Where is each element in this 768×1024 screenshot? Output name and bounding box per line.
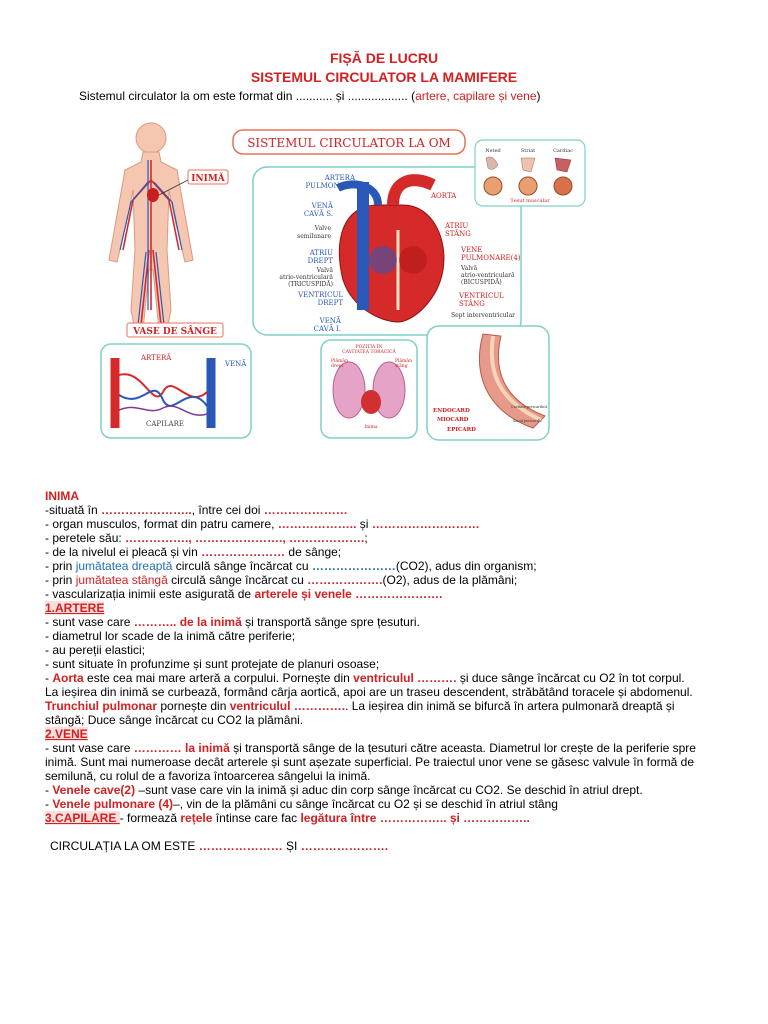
label-vena-cava-s-2: CAVĂ S. [303, 210, 333, 218]
svg-text:STÂNG [445, 229, 471, 238]
inima-line-2: - organ musculos, format din patru camere, ……………….. și ……………………… [45, 517, 480, 531]
circulatory-system-illustration [93, 110, 590, 446]
svg-text:(TRICUSPIDĂ) [288, 281, 333, 288]
svg-text:atrio-ventriculară [461, 272, 515, 279]
thorax-left-1: Plămân [331, 359, 348, 364]
label-atriu-drept-2: DREPT [307, 257, 333, 265]
label-bicuspid-3: (BICUSPIDĂ) [461, 279, 502, 286]
label-ventricul-stang-2: STÂNG [459, 300, 485, 308]
inima-line-3: - peretele său: ……………., …………………., ……………….; [45, 531, 368, 545]
label-valve-2: semilunare [297, 233, 331, 240]
figure-banner-text: SISTEMUL CIRCULATOR LA OM [247, 136, 451, 150]
inima-line-1: -situată în ………………….., între cei doi ………………… [45, 503, 348, 517]
svg-text:CAVĂ S. [304, 209, 333, 218]
thorax-right-1: Plămân [395, 359, 412, 364]
label-artera-pulmonara-1: ARTERA [324, 174, 355, 182]
artere-line-1: - sunt vase care ……….. de la inimă și transportă sânge spre țesuturi. [45, 615, 420, 629]
label-ventricul-stang-1: VENTRICUL [459, 292, 504, 300]
blank: ………… la inimă [133, 741, 230, 755]
svg-text:PULMONARĂ [305, 181, 355, 190]
thorax-title-2: CAVITATEA TORACICĂ [342, 350, 396, 355]
vene-line-4: - Venele cave(2) –sunt vase care vin la inimă și aduc din corp sânge încărcat cu CO2. Se deschid în atriul drept. [45, 783, 643, 797]
intro-close: ) [536, 89, 541, 103]
term-retele: rețele [180, 811, 213, 825]
section-heading-vene: 2.VENE [45, 727, 88, 741]
svg-text:EPICARD [447, 427, 476, 433]
svg-text:Inima [364, 424, 377, 430]
svg-text:STÂNG [459, 299, 485, 308]
label-vena-cava-i-1: VENĂ [319, 317, 341, 325]
blank: ……………………… [371, 517, 480, 531]
vene-line-3: semilună, cu rolul de a favoriza întoarcerea sângelui la inimă. [45, 769, 371, 783]
svg-text:Sacul pericardic [513, 419, 542, 423]
blank: ………………… [201, 545, 286, 559]
svg-text:DREPT [318, 299, 344, 307]
capilare-line-1: 3.CAPILARE - formează rețele întinse care fac legătura între …………….. și …………….. [45, 811, 530, 825]
svg-text:MIOCARD [437, 417, 469, 423]
inima-line-4: - de la nivelul ei pleacă și vin ………………… de sânge; [45, 545, 342, 559]
label-vene-pulmonare-2: PULMONARE(4) [461, 254, 521, 262]
svg-text:semilunare [297, 233, 331, 240]
svg-text:POZIȚIA ÎN [356, 343, 383, 350]
worksheet-title: FIȘĂ DE LUCRU [329, 50, 439, 66]
blank: ventriculul ………. [353, 671, 457, 685]
label-vena-cava-i-2: CAVĂ I. [313, 325, 341, 333]
vessels-label: VASE DE SÂNGE [133, 327, 217, 337]
label-ventricul-drept-2: DREPT [317, 299, 343, 307]
blank: ventriculul …………. [229, 699, 346, 713]
svg-text:VENE [460, 246, 482, 254]
intro-sentence [79, 89, 541, 103]
blank: …………………. [300, 839, 389, 853]
svg-text:Striat [521, 148, 535, 154]
vene-line-5: - Venele pulmonare (4)–, vin de la plămâni cu sânge încărcat cu O2 și se deschid în atriul stâng [45, 797, 558, 811]
highlight-right-half: jumătatea dreaptă [75, 559, 173, 573]
inima-line-6: - prin jumătatea stângă circulă sânge încărcat cu ……………….(O2), adus de la plămâni; [45, 573, 518, 587]
svg-text:ENDOCARD [433, 408, 470, 414]
artere-line-4: - sunt situate în profunzime și sunt protejate de planuri osoase; [45, 657, 380, 671]
footer-question: CIRCULAȚIA LA OM ESTE ………………… ȘI …………………. [50, 839, 389, 853]
artere-line-3: - au pereții elastici; [45, 643, 146, 657]
human-body-figure [109, 123, 193, 330]
blank: ………………….. [101, 503, 192, 517]
blank: ……….. de la inimă [133, 615, 242, 629]
label-valve-1: Valve [314, 225, 331, 232]
svg-text:ARTERĂ [140, 353, 172, 362]
svg-text:(BICUSPIDĂ) [461, 279, 502, 286]
label-atriu-stang-2: STÂNG [445, 230, 471, 238]
svg-text:VENĂ [311, 201, 334, 210]
muscle-label-striat: Striat [520, 148, 536, 154]
svg-text:Sept interventricular [451, 312, 515, 319]
wall-label-endocard: ENDOCARD [433, 408, 470, 414]
label-artera-pulmonara-2: PULMONARĂ [305, 182, 355, 190]
label-bicuspid-2: atrio-ventriculară [461, 272, 515, 279]
svg-text:PULMONARE(4) [461, 254, 521, 262]
thorax-right-2: stâng [395, 364, 408, 369]
svg-text:Plămân [395, 357, 412, 364]
svg-text:Valve [314, 225, 332, 232]
svg-text:ATRIU [444, 222, 468, 230]
svg-text:VENTRICUL [458, 292, 504, 300]
wall-label-miocard: MIOCARD [437, 417, 469, 423]
highlight-left-half: jumătatea stângă [75, 573, 168, 587]
section-heading-capilare: 3.CAPILARE [45, 811, 120, 825]
term-trunchi-pulmonar: Trunchiul pulmonar [45, 699, 158, 713]
svg-text:Plămân [331, 357, 348, 364]
svg-text:VENTRICUL [297, 291, 343, 299]
svg-text:DREPT [308, 257, 334, 265]
blank: ………………. [307, 573, 383, 587]
label-bicuspid-1: Valvă [461, 265, 478, 272]
label-aorta: AORTA [431, 192, 457, 200]
artere-line-2: - diametrul lor scade de la inimă către periferie; [45, 629, 296, 643]
muscle-caption: Țesut muscular [510, 198, 550, 204]
vene-line-1: - sunt vase care ………… la inimă și transportă sânge de la țesuturi către aceasta. Diametrul lor crește de la periferie spre [45, 741, 696, 755]
section-heading-artere: 1.ARTERE [45, 601, 105, 615]
svg-text:CAVITATEA TORACICĂ [342, 348, 396, 355]
svg-text:stâng [395, 362, 408, 369]
blank: …………………. [351, 587, 443, 601]
svg-text:VENĂ [319, 316, 342, 325]
intro-text: Sistemul circulator la om este format din ........... și .................. ( [79, 89, 416, 103]
artere-line-6: La ieșirea din inimă se curbează, formând cârja aortică, apoi are un traseu descendent, străbătând toracele și abdomenul. [45, 685, 693, 699]
inima-line-7: - vascularizația inimii este asigurată de arterele și venele …………………. [45, 587, 443, 601]
svg-text:drept [331, 363, 344, 369]
artere-line-5: - Aorta este cea mai mare arteră a corpului. Pornește din ventriculul ………. și duce sânge încărcat cu O2 în tot corpul. [45, 671, 685, 685]
blank: ………………… [311, 559, 396, 573]
blank: ………………… [198, 839, 283, 853]
svg-text:ARTERA [324, 174, 356, 182]
term-aorta: Aorta [52, 671, 84, 685]
label-atriu-stang-1: ATRIU [445, 222, 469, 230]
blank: …………….. [376, 811, 450, 825]
blank: ……………., …………………., ………………. [125, 531, 365, 545]
heart-label: INIMĂ [191, 174, 225, 184]
worksheet-content [45, 489, 745, 853]
thorax-bottom: Inima [364, 425, 378, 430]
vene-line-2: inimă. Sunt mai numeroase decât arterele și sunt așezate superficial. Pe traiectul unor vene se găsesc valvule în formă de [45, 755, 695, 769]
svg-text:Țesut muscular [510, 198, 550, 204]
svg-text:VENĂ [224, 359, 247, 368]
wall-label-cavity: Cavitate pericardică [511, 405, 548, 409]
vessel-label-artery: ARTERĂ [141, 354, 172, 362]
worksheet-subtitle: SISTEMUL CIRCULATOR LA MAMIFERE [250, 69, 518, 85]
svg-text:atrio-ventriculară [279, 274, 333, 281]
svg-text:Valvă [460, 265, 478, 272]
label-vena-cava-s-1: VENĂ [311, 202, 333, 210]
artere-line-8: stângă; Duce sânge încărcat cu CO2 la plămâni. [45, 713, 304, 727]
label-atriu-drept-1: ATRIU [309, 249, 333, 257]
blank: ………………… [263, 503, 348, 517]
svg-text:ATRIU [309, 249, 333, 257]
thorax-title-1: POZIȚIA ÎN [355, 345, 383, 350]
term-venele-pulmonare: Venele pulmonare (4) [52, 797, 174, 811]
blank: ……………….. [277, 517, 357, 531]
highlight-arteries-veins: arterele și venele [254, 587, 352, 601]
label-tricuspid-1: Valvă [316, 267, 333, 274]
muscle-label-neted: Neted [485, 148, 501, 154]
muscle-label-cardiac: Cardiac [553, 148, 573, 154]
thorax-left-2: drept [331, 364, 344, 369]
vessel-label-vein: VENĂ [225, 360, 247, 368]
wall-label-epicard: EPICARD [447, 427, 476, 433]
wall-label-sac: Sacul pericardic [513, 419, 543, 423]
label-ventricul-drept-1: VENTRICUL [298, 291, 343, 299]
svg-text:Valvă [316, 267, 334, 274]
label-tricuspid-2: atrio-ventriculară [279, 274, 333, 281]
svg-text:CAPILARE [146, 420, 184, 428]
blank: …………….. [459, 811, 530, 825]
label-vene-pulmonare-1: VENE [461, 246, 483, 254]
term-venele-cave: Venele cave(2) [52, 783, 136, 797]
label-tricuspid-3: (TRICUSPIDĂ) [288, 281, 333, 288]
svg-text:Cardiac [553, 148, 573, 154]
artere-line-7: Trunchiul pulmonar pornește din ventriculul ………….. La ieșirea din inimă se bifurcă în artera pulmonară dreaptă și [45, 699, 675, 713]
inima-line-5: - prin jumătatea dreaptă circulă sânge încărcat cu …………………(CO2), adus din organism; [45, 559, 537, 573]
vessel-label-capillary: CAPILARE [146, 420, 184, 428]
intro-hint: artere, capilare și vene [415, 89, 537, 103]
label-sept: Sept interventricular [451, 312, 516, 319]
svg-text:CAVĂ I. [314, 324, 341, 333]
section-heading-inima: INIMA [45, 489, 79, 503]
svg-text:AORTA [430, 192, 457, 200]
term-legatura: legătura între [300, 811, 377, 825]
svg-text:Cavitate pericardică [511, 405, 547, 409]
svg-text:Neted [485, 148, 501, 154]
